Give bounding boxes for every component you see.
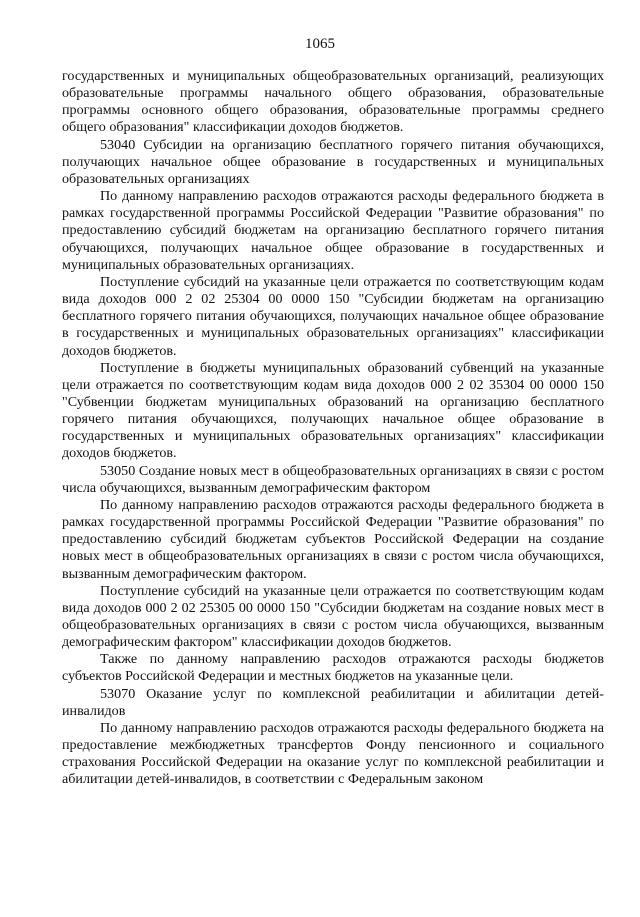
- section-heading-53070: 53070 Оказание услуг по комплексной реабилитации и абилитации детей-инвалидов: [62, 685, 604, 719]
- document-body: [62, 68, 604, 789]
- paragraph: Поступление субсидий на указанные цели отражается по соответствующим кодам вида доходов 000 2 02 25304 00 0000 150 "Субсидии бюджетам на организацию бесплатного горячего питания обучающихся, получающих начальное общее образование в государственных и муниципальных образовательных организациях" классификации доходов бюджетов.: [62, 273, 604, 359]
- paragraph: государственных и муниципальных общеобразовательных организаций, реализующих образовательные программы начального общего образования, образовательные программы основного общего образования, образовательные программы среднего общего образования" классификации доходов бюджетов.: [62, 68, 604, 136]
- paragraph: По данному направлению расходов отражаются расходы федерального бюджета на предоставление межбюджетных трансфертов Фонду пенсионного и социального страхования Российской Федерации на оказание услуг по комплексной реабилитации и абилитации детей-инвалидов, в соответствии с Федеральным законом: [62, 719, 604, 788]
- paragraph: По данному направлению расходов отражаются расходы федерального бюджета в рамках государственной программы Российской Федерации "Развитие образования" по предоставлению субсидий бюджетам на организацию бесплатного горячего питания обучающихся, получающих начальное общее образование в государственных и муниципальных образовательных организациях.: [62, 188, 604, 273]
- paragraph: Поступление в бюджеты муниципальных образований субвенций на указанные цели отражается по соответствующим кодам вида доходов 000 2 02 35304 00 0000 150 "Субвенции бюджетам муниципальных образований на организацию бесплатного горячего питания обучающихся, получающих начальное общее образование в государственных и муниципальных образовательных организациях" классификации доходов бюджетов.: [62, 359, 604, 462]
- paragraph: Поступление субсидий на указанные цели отражается по соответствующим кодам вида доходов 000 2 02 25305 00 0000 150 "Субсидии бюджетам на создание новых мест в общеобразовательных организациях в связи с ростом числа обучающихся, вызванным демографическим фактором" классификации доходов бюджетов.: [62, 582, 604, 651]
- paragraph: Также по данному направлению расходов отражаются расходы бюджетов субъектов Российской Федерации и местных бюджетов на указанные цели.: [62, 651, 604, 685]
- paragraph: По данному направлению расходов отражаются расходы федерального бюджета в рамках государственной программы Российской Федерации "Развитие образования" по предоставлению субсидий бюджетам субъектов Российской Федерации на создание новых мест в общеобразовательных организациях в связи с ростом числа обучающихся, вызванным демографическим фактором.: [62, 496, 604, 582]
- section-heading-53040: 53040 Субсидии на организацию бесплатного горячего питания обучающихся, получающих начальное общее образование в государственных и муниципальных образовательных организациях: [62, 136, 604, 187]
- page-number: 1065: [305, 36, 335, 52]
- section-heading-53050: 53050 Создание новых мест в общеобразовательных организациях в связи с ростом числа обучающихся, вызванным демографическим фактором: [62, 462, 604, 496]
